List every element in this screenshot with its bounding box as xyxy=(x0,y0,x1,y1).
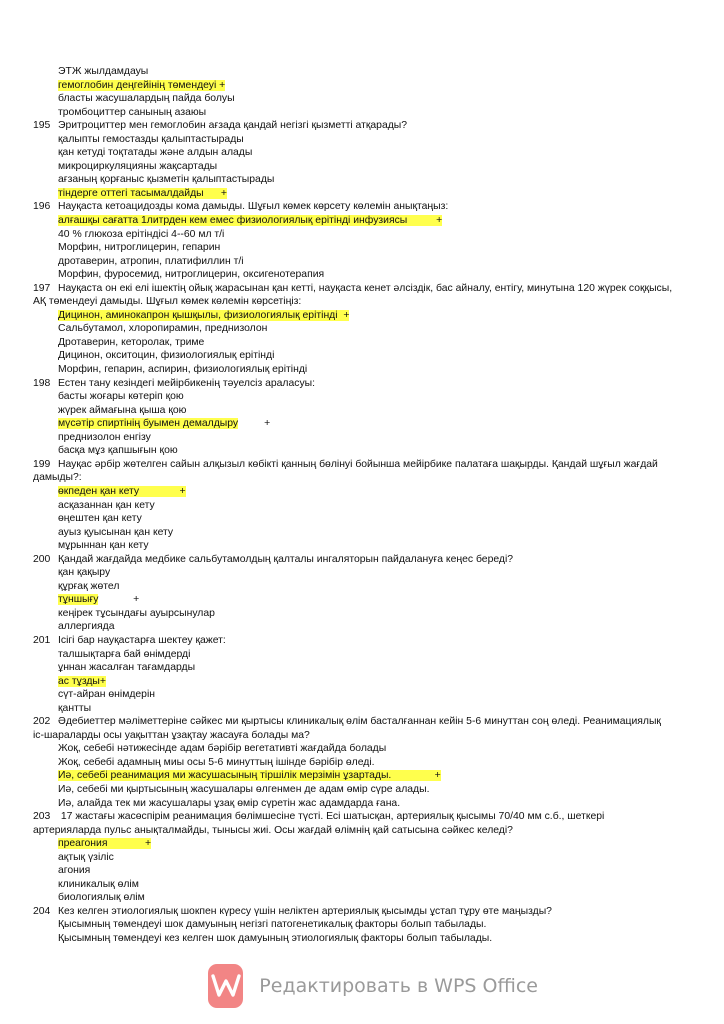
answer-text: 40 % глюкоза ерітіндісі 4--60 мл т/і xyxy=(58,228,225,240)
question-line xyxy=(33,282,673,309)
answer-text: тромбоциттер санының азаюы xyxy=(58,106,207,118)
question-text: Науқас әрбір жөтелген сайын алқызыл көбікті қанның бөлінуі бойынша мейірбике палатаға шақырды. Қандай шұғыл жағдай дамыды?: xyxy=(33,458,658,484)
answer-text: бласты жасушалардың пайда болуы xyxy=(58,93,235,105)
answer-text: жүрек аймағына қыша қою xyxy=(58,404,187,416)
highlighted-answer-text: Иә, себебі реанимация ми жасушасының тіршілік мерзімін ұзартады. + xyxy=(58,770,441,782)
correct-answer-line xyxy=(33,214,673,228)
answer-text: Жоқ, себебі нәтижесінде адам бәрібір вегетативті жағдайда болады xyxy=(58,743,387,755)
answer-line xyxy=(33,65,673,79)
answer-line xyxy=(33,580,673,594)
question-text: Ісігі бар науқастарға шектеу қажет: xyxy=(58,634,226,646)
question-text: 17 жастағы жасөспірім реанимация бөлімшесіне түсті. Есі шатысқан, артериялық қысымы 70/40 мм с.б., шеткері артерияларда пульс анықталмайды, тынысы жиі. Осы жағдай өлімнің қай сатысына сәйкес келеді? xyxy=(33,811,605,836)
highlighted-answer-text: алғашқы сағатта 1литрден кем емес физиологиялық ерітінді инфузиясы + xyxy=(58,215,443,227)
document-content xyxy=(33,65,673,946)
answer-line xyxy=(33,702,673,716)
answer-line xyxy=(33,512,673,526)
answer-line xyxy=(33,688,673,702)
answer-line xyxy=(33,322,673,336)
answer-line xyxy=(33,891,673,905)
question-number: 203 xyxy=(33,811,51,823)
question-line xyxy=(33,810,673,837)
answer-text: ақтық үзіліс xyxy=(58,851,114,863)
answer-line xyxy=(33,404,673,418)
question-number: 196 xyxy=(33,201,51,213)
answer-text: агония xyxy=(58,865,91,877)
answer-line xyxy=(33,92,673,106)
answer-line xyxy=(33,241,673,255)
answer-line xyxy=(33,499,673,513)
answer-line xyxy=(33,783,673,797)
question-line xyxy=(33,458,673,485)
highlighted-answer-text: өкпеден қан кету + xyxy=(58,485,186,497)
answer-text: ұннан жасалған тағамдарды xyxy=(58,662,196,674)
answer-text: Дицинон, окситоцин, физиологиялық ерітінді xyxy=(58,350,275,362)
answer-line xyxy=(33,363,673,377)
correct-mark: + xyxy=(238,418,271,430)
answer-text: құрғақ жөтел xyxy=(58,580,120,592)
question-line xyxy=(33,634,673,648)
answer-line xyxy=(33,255,673,269)
question-text: Науқаста кетоацидозды кома дамыды. Шұғыл көмек көрсету көлемін анықтаңыз: xyxy=(58,201,449,213)
answer-line xyxy=(33,349,673,363)
question-number: 198 xyxy=(33,377,51,389)
highlighted-answer-text: ас тұзды+ xyxy=(58,675,106,687)
wps-edit-banner[interactable] xyxy=(208,960,538,1012)
question-text: Науқаста он екі елі ішектің ойық жарасынан қан кетті, науқаста кенет әлсіздік, бас айналу, ентігу, минутына 120 жүрек соққысы, АҚ төмендеуі дамыды. Шұғыл көмек көлемін көрсетіңіз: xyxy=(33,282,673,308)
question-line xyxy=(33,715,673,742)
correct-answer-line xyxy=(33,593,673,607)
question-text: Әдебиеттер мәліметтеріне сәйкес ми қыртысы клиникалық өлім басталғаннан кейін 5-6 минуттан соң өледі. Реанимациялық іс-шараларды осы уақыттан ұзақтау жасауға болады ма? xyxy=(33,716,661,741)
answer-line xyxy=(33,648,673,662)
question-line xyxy=(33,119,673,133)
answer-text: микроциркуляцияны жақсартады xyxy=(58,160,218,172)
answer-text: Сальбутамол, хлоропирамин, преднизолон xyxy=(58,323,268,335)
correct-answer-line xyxy=(33,187,673,201)
question-number: 199 xyxy=(33,458,51,470)
answer-line xyxy=(33,918,673,932)
answer-line xyxy=(33,390,673,404)
answer-line xyxy=(33,864,673,878)
highlighted-answer-text: мүсәтір спиртінің буымен демалдыру xyxy=(58,418,239,430)
answer-text: кеңірек тұсындағы ауырсынулар xyxy=(58,607,215,619)
answer-text: Қысымның төмендеуі шок дамуының негізгі патогенетикалық факторы болып табылады. xyxy=(58,919,487,931)
answer-text: дротаверин, атропин, платифиллин т/і xyxy=(58,255,244,267)
answer-line xyxy=(33,268,673,282)
answer-text: Иә, алайда тек ми жасушалары ұзақ өмір сүретін жас адамдарда ғана. xyxy=(58,797,401,809)
question-number: 201 xyxy=(33,634,51,646)
question-number: 195 xyxy=(33,120,51,132)
answer-text: қалыпты гемостазды қалыптастырады xyxy=(58,133,244,145)
correct-answer-line xyxy=(33,309,673,323)
answer-line xyxy=(33,797,673,811)
answer-line xyxy=(33,742,673,756)
answer-text: Қысымның төмендеуі кез келген шок дамуының этиологиялық факторы болып табылады. xyxy=(58,933,493,944)
answer-text: Морфин, фуросемид, нитроглицерин, оксигенотерапия xyxy=(58,269,325,281)
answer-line xyxy=(33,133,673,147)
answer-text: биологиялық өлім xyxy=(58,892,145,904)
answer-text: сүт-айран өнімдерін xyxy=(58,689,156,701)
answer-line xyxy=(33,878,673,892)
correct-answer-line xyxy=(33,417,673,431)
answer-line xyxy=(33,756,673,770)
answer-text: Иә, себебі ми қыртысының жасушалары өлгенмен де адам өмір сүре алады. xyxy=(58,783,430,795)
highlighted-answer-text: тіндерге оттегі тасымалдайды + xyxy=(58,187,228,199)
answer-text: ағзаның қорғаныс қызметін қалыптастырады xyxy=(58,174,275,186)
answer-line xyxy=(33,607,673,621)
answer-line xyxy=(33,160,673,174)
answer-line xyxy=(33,228,673,242)
answer-text: ауыз қуысынан қан кету xyxy=(58,526,174,538)
question-number: 197 xyxy=(33,282,51,294)
answer-line xyxy=(33,851,673,865)
answer-text: қантты xyxy=(58,702,92,714)
question-line xyxy=(33,377,673,391)
question-line xyxy=(33,553,673,567)
correct-answer-line xyxy=(33,675,673,689)
wps-w-glyph xyxy=(211,973,241,999)
wps-logo-icon xyxy=(208,964,243,1008)
answer-line xyxy=(33,526,673,540)
answer-text: ЭТЖ жылдамдауы xyxy=(58,66,149,77)
answer-text: клиникалық өлім xyxy=(58,878,139,890)
question-text: Кез келген этиологиялық шокпен күресу үшін неліктен артериялық қысымды ұстап тұру өте маңызды? xyxy=(58,905,552,917)
answer-line xyxy=(33,661,673,675)
question-number: 204 xyxy=(33,905,51,917)
answer-line xyxy=(33,336,673,350)
wps-edit-label: Редактировать в WPS Office xyxy=(259,975,538,997)
answer-line xyxy=(33,444,673,458)
question-line xyxy=(33,905,673,919)
answer-text: қан кетуді тоқтатады және алдын алады xyxy=(58,147,253,159)
answer-text: Морфин, нитроглицерин, гепарин xyxy=(58,242,221,254)
answer-line xyxy=(33,431,673,445)
highlighted-answer-text: Дицинон, аминокапрон қышқылы, физиологиялық ерітінді + xyxy=(58,309,350,321)
answer-text: асқазаннан қан кету xyxy=(58,499,155,511)
question-number: 202 xyxy=(33,716,51,728)
answer-line xyxy=(33,566,673,580)
answer-line xyxy=(33,539,673,553)
question-text: Қандай жағдайда медбике сальбутамолдың қалталы ингаляторын пайдалануға кеңес береді? xyxy=(58,553,514,565)
correct-answer-line xyxy=(33,769,673,783)
answer-line xyxy=(33,620,673,634)
correct-mark: + xyxy=(98,594,140,606)
highlighted-answer-text: тұншығу xyxy=(58,594,99,606)
correct-answer-line xyxy=(33,485,673,499)
answer-text: қан қақыру xyxy=(58,567,111,579)
answer-text: Жоқ, себебі адамның миы осы 5-6 минуттың ішінде бәрібір өледі. xyxy=(58,756,375,768)
correct-answer-line xyxy=(33,79,673,93)
answer-text: аллергияда xyxy=(58,621,115,633)
answer-text: Морфин, гепарин, аспирин, физиологиялық ерітінді xyxy=(58,364,308,376)
answer-text: басқа мұз қапшығын қою xyxy=(58,445,178,457)
highlighted-answer-text: гемоглобин деңгейінің төмендеуі + xyxy=(58,79,226,91)
answer-text: преднизолон енгізу xyxy=(58,431,151,443)
answer-text: Дротаверин, кеторолак, триме xyxy=(58,336,205,348)
correct-answer-line xyxy=(33,837,673,851)
answer-line xyxy=(33,106,673,120)
question-text: Эритроциттер мен гемоглобин ағзада қандай негізгі қызметті атқарады? xyxy=(58,120,408,132)
answer-line xyxy=(33,932,673,946)
answer-line xyxy=(33,146,673,160)
answer-text: өңештен қан кету xyxy=(58,513,142,525)
answer-text: мұрыннан қан кету xyxy=(58,540,149,552)
question-line xyxy=(33,200,673,214)
answer-line xyxy=(33,173,673,187)
question-text: Естен тану кезіндегі мейірбикенің тәуелсіз араласуы: xyxy=(58,377,316,389)
answer-text: басты жоғары көтеріп қою xyxy=(58,391,184,403)
question-number: 200 xyxy=(33,553,51,565)
answer-text: талшықтарға бай өнімдерді xyxy=(58,648,191,660)
highlighted-answer-text: преагония + xyxy=(58,838,152,850)
